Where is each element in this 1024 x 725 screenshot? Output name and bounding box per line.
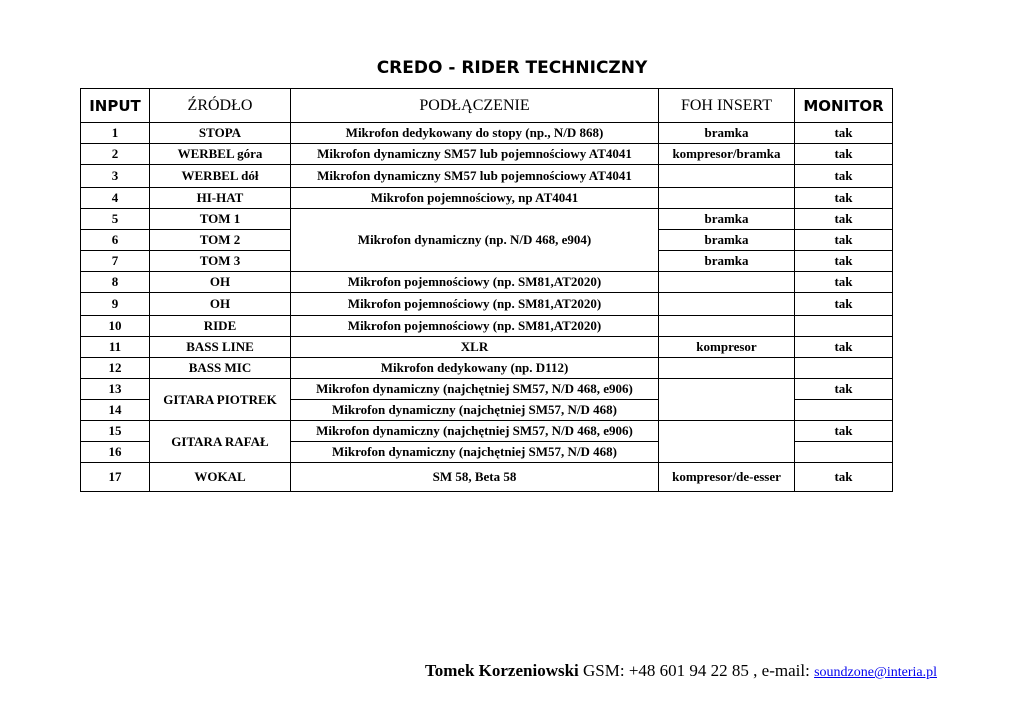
table-row [81,188,893,209]
header-monitor: MONITOR [795,89,893,123]
connection-cell: Mikrofon dynamiczny SM57 lub pojemnościowy AT4041 [291,165,659,188]
contact-details: GSM: +48 601 94 22 85 , e-mail: [578,661,815,680]
table-row [81,209,893,230]
source-cell: HI-HAT [150,188,291,209]
connection-cell: Mikrofon dynamiczny (najchętniej SM57, N/D 468) [291,400,659,421]
table-row [81,379,893,400]
connection-cell: Mikrofon dynamiczny (najchętniej SM57, N/D 468) [291,442,659,463]
foh-cell: bramka [659,123,795,144]
input-cell: 3 [81,165,150,188]
connection-cell: Mikrofon dedykowany (np. D112) [291,358,659,379]
foh-cell [659,379,795,421]
connection-cell: XLR [291,337,659,358]
foh-cell [659,188,795,209]
input-cell: 8 [81,272,150,293]
source-cell: TOM 1 [150,209,291,230]
source-cell: GITARA PIOTREK [150,379,291,421]
monitor-cell: tak [795,379,893,400]
source-cell: STOPA [150,123,291,144]
source-cell: RIDE [150,316,291,337]
source-cell: GITARA RAFAŁ [150,421,291,463]
source-cell: TOM 2 [150,230,291,251]
input-cell: 15 [81,421,150,442]
input-cell: 11 [81,337,150,358]
monitor-cell [795,358,893,379]
table-row [81,358,893,379]
input-cell: 13 [81,379,150,400]
table-row [81,165,893,188]
table-header-row [81,89,893,123]
foh-cell: kompresor/de-esser [659,463,795,492]
foh-cell [659,272,795,293]
monitor-cell: tak [795,337,893,358]
input-cell: 16 [81,442,150,463]
monitor-cell: tak [795,144,893,165]
monitor-cell [795,442,893,463]
document-title: CREDO - RIDER TECHNICZNY [376,58,648,78]
table-row [81,337,893,358]
connection-cell: Mikrofon dynamiczny (np. N/D 468, e904) [291,209,659,272]
source-cell: BASS LINE [150,337,291,358]
monitor-cell: tak [795,251,893,272]
input-cell: 14 [81,400,150,421]
contact-name: Tomek Korzeniowski [424,661,579,680]
input-cell: 6 [81,230,150,251]
connection-cell: SM 58, Beta 58 [291,463,659,492]
monitor-cell: tak [795,188,893,209]
rider-table [80,88,893,492]
source-cell: WERBEL dół [150,165,291,188]
contact-footer [425,661,937,681]
connection-cell: Mikrofon dynamiczny SM57 lub pojemnościowy AT4041 [291,144,659,165]
foh-cell [659,421,795,463]
header-foh-insert: FOH INSERT [659,89,795,123]
monitor-cell: tak [795,123,893,144]
source-cell: TOM 3 [150,251,291,272]
connection-cell: Mikrofon pojemnościowy (np. SM81,AT2020) [291,316,659,337]
monitor-cell [795,316,893,337]
connection-cell: Mikrofon pojemnościowy (np. SM81,AT2020) [291,272,659,293]
monitor-cell: tak [795,209,893,230]
source-cell: WERBEL góra [150,144,291,165]
source-cell: BASS MIC [150,358,291,379]
connection-cell: Mikrofon dynamiczny (najchętniej SM57, N/D 468, e906) [291,379,659,400]
table-row [81,463,893,492]
input-cell: 10 [81,316,150,337]
foh-cell: bramka [659,251,795,272]
monitor-cell [795,400,893,421]
foh-cell: kompresor/bramka [659,144,795,165]
table-row [81,272,893,293]
foh-cell [659,316,795,337]
input-cell: 12 [81,358,150,379]
connection-cell: Mikrofon dynamiczny (najchętniej SM57, N/D 468, e906) [291,421,659,442]
foh-cell [659,358,795,379]
source-cell: WOKAL [150,463,291,492]
connection-cell: Mikrofon pojemnościowy (np. SM81,AT2020) [291,293,659,316]
monitor-cell: tak [795,463,893,492]
input-cell: 2 [81,144,150,165]
input-cell: 17 [81,463,150,492]
input-cell: 5 [81,209,150,230]
table-row [81,293,893,316]
foh-cell [659,293,795,316]
monitor-cell: tak [795,272,893,293]
table-row [81,144,893,165]
header-source: ŹRÓDŁO [150,89,291,123]
foh-cell [659,165,795,188]
monitor-cell: tak [795,230,893,251]
monitor-cell: tak [795,165,893,188]
header-connection: PODŁĄCZENIE [291,89,659,123]
input-cell: 7 [81,251,150,272]
input-cell: 4 [81,188,150,209]
connection-cell: Mikrofon pojemnościowy, np AT4041 [291,188,659,209]
monitor-cell: tak [795,421,893,442]
header-input: INPUT [81,89,150,123]
foh-cell: bramka [659,230,795,251]
input-cell: 9 [81,293,150,316]
foh-cell: kompresor [659,337,795,358]
foh-cell: bramka [659,209,795,230]
connection-cell: Mikrofon dedykowany do stopy (np., N/D 868) [291,123,659,144]
monitor-cell: tak [795,293,893,316]
source-cell: OH [150,272,291,293]
email-link[interactable]: soundzone@interia.pl [814,665,937,680]
table-row [81,421,893,442]
table-row [81,316,893,337]
input-cell: 1 [81,123,150,144]
source-cell: OH [150,293,291,316]
table-row [81,123,893,144]
